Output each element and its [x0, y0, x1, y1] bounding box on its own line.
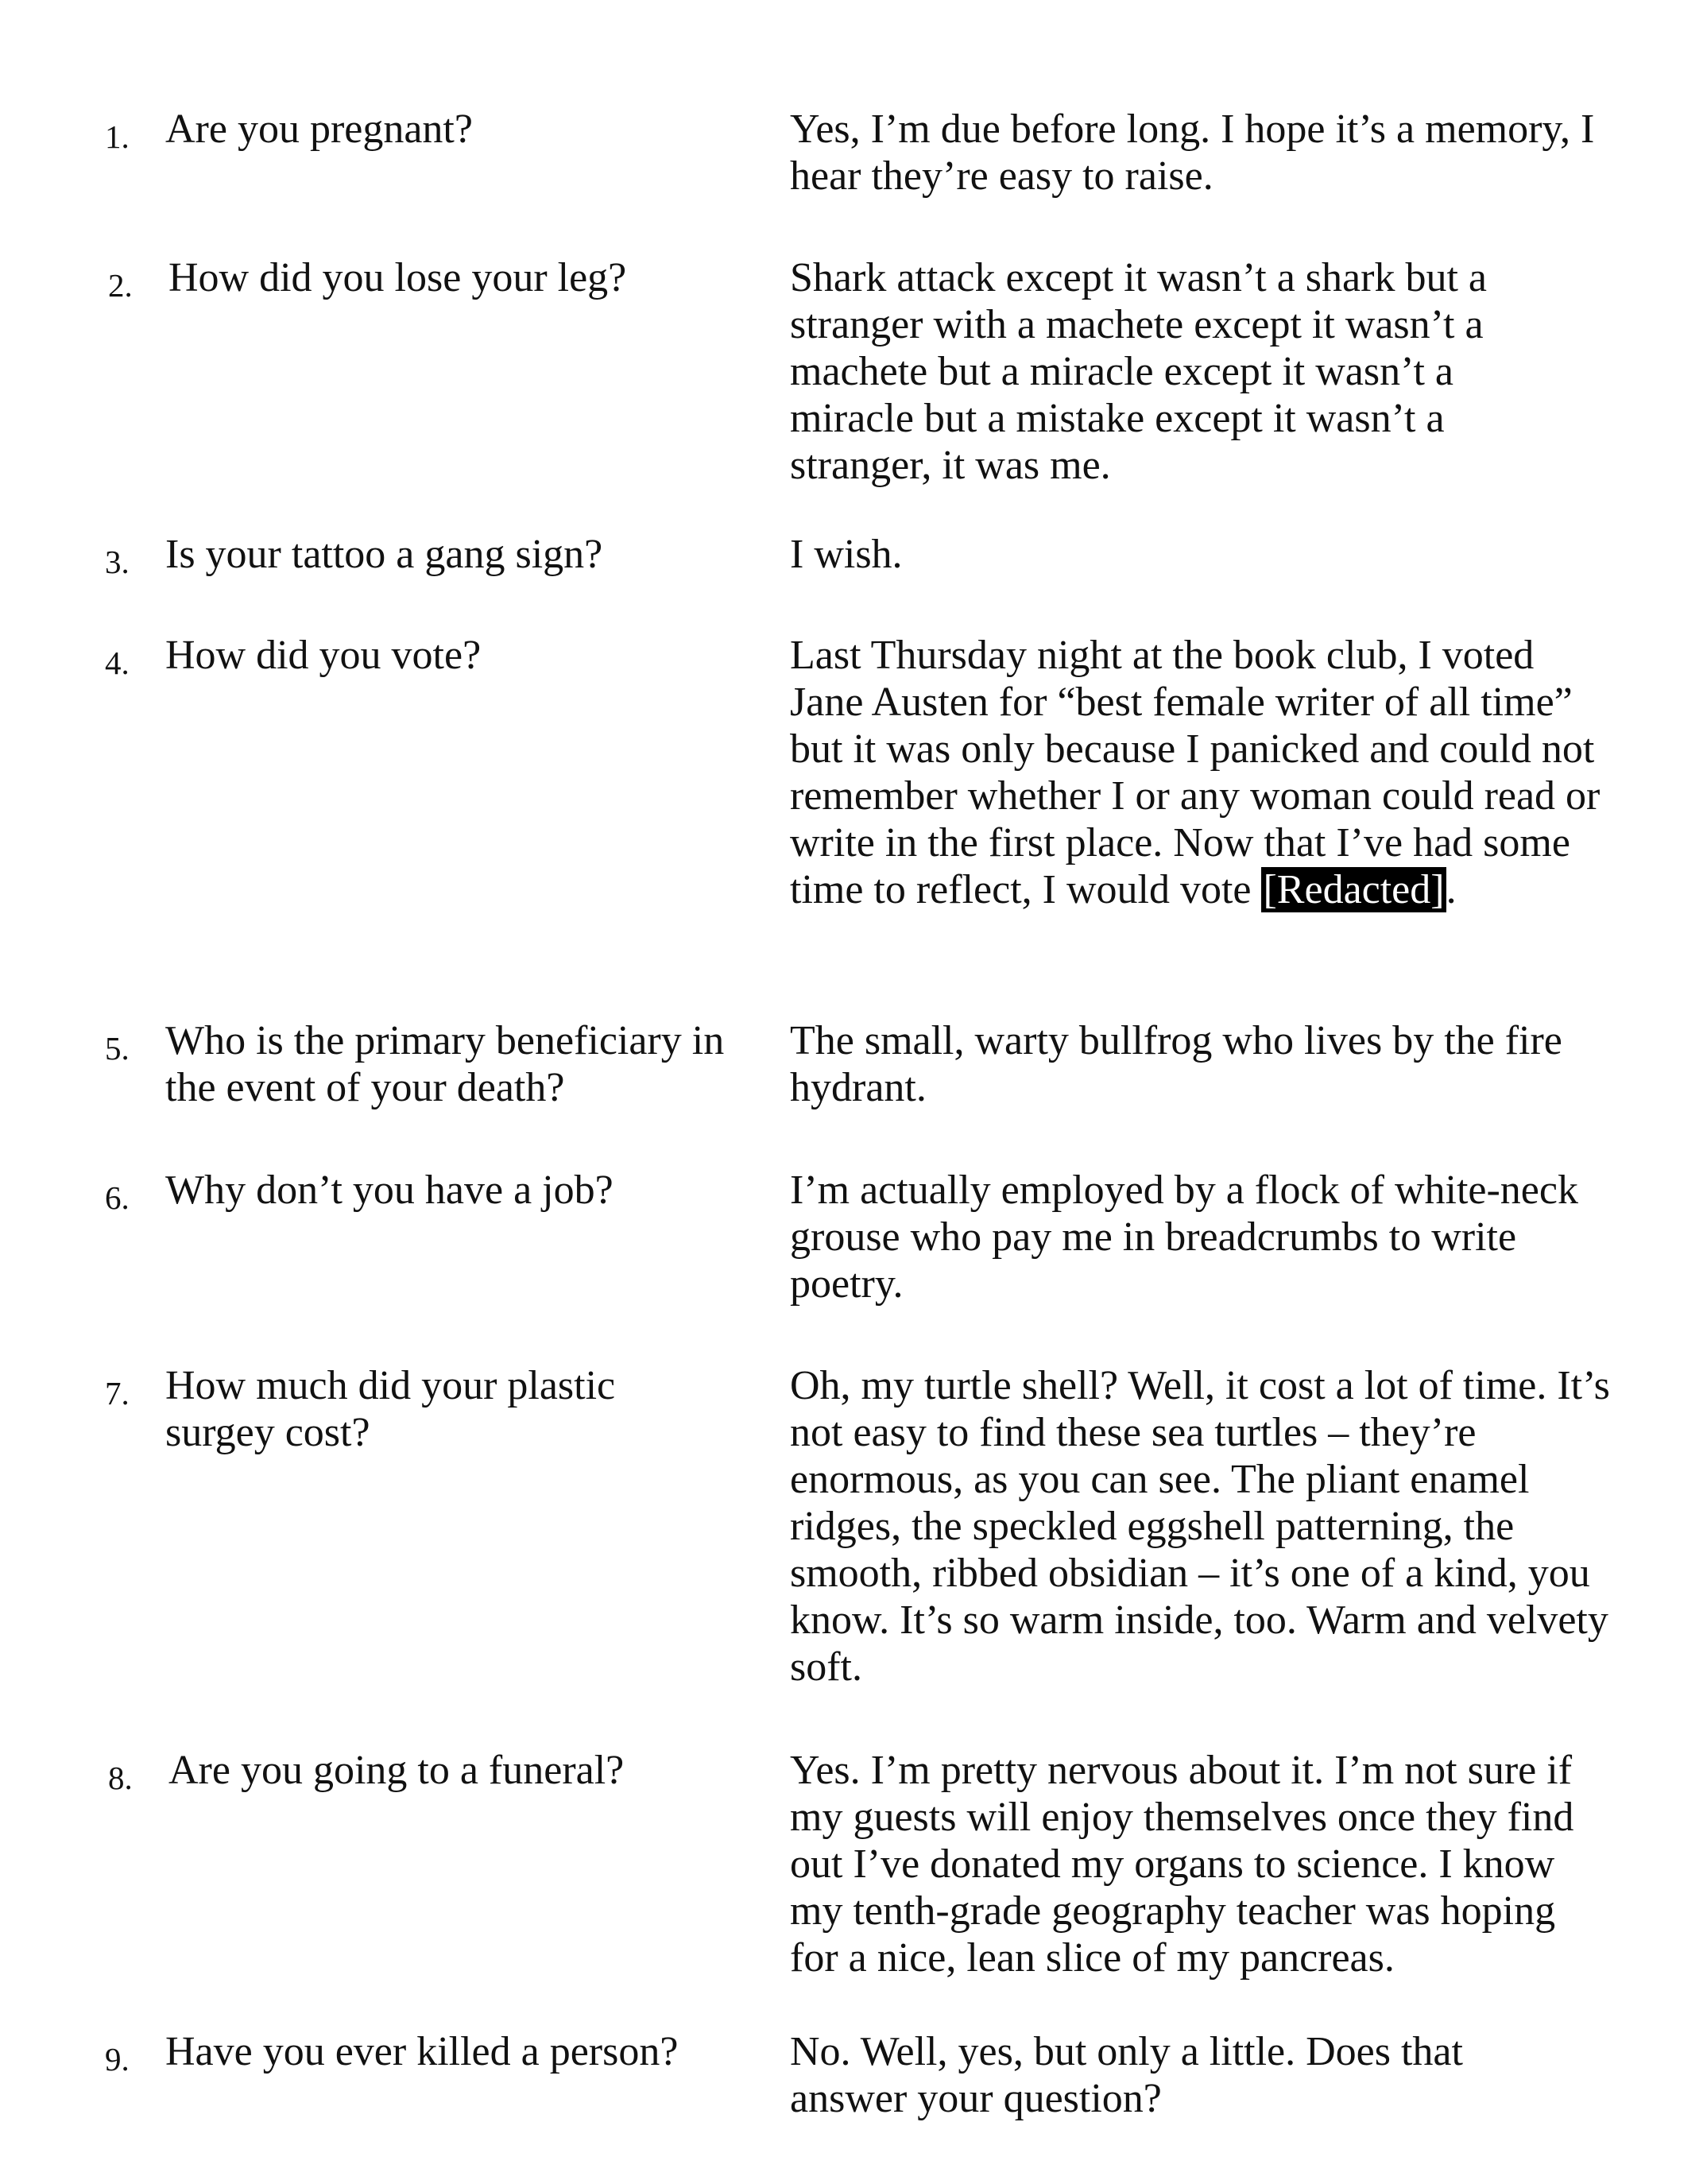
answer [790, 632, 1616, 913]
question: Are you going to a funeral? [168, 1748, 625, 1793]
answer: I’m actually employed by a flock of white-neck grouse who pay me in breadcrumbs to write poetry. [790, 1168, 1578, 1307]
question: Are you pregnant? [165, 106, 473, 152]
item-number: 4. [105, 645, 130, 681]
item-number: 5. [105, 1030, 130, 1067]
question: Is your tattoo a gang sign? [165, 532, 603, 577]
item-number: 6. [105, 1179, 130, 1216]
answer: Yes, I’m due before long. I hope it’s a memory, I hear they’re easy to raise. [790, 106, 1595, 199]
answer: The small, warty bullfrog who lives by the fire hydrant. [790, 1018, 1562, 1110]
question: How much did your plastic surgey cost? [165, 1363, 616, 1455]
redacted-block: [Redacted] [1263, 867, 1445, 912]
item-number: 3. [105, 544, 130, 580]
item-number: 9. [105, 2041, 130, 2078]
item-number: 7. [105, 1375, 130, 1411]
item-number: 2. [108, 267, 133, 304]
answer-end: . [1446, 867, 1457, 912]
answer: Oh, my turtle shell? Well, it cost a lot of time. It’s not easy to find these sea turtles – they’re enormous, as you can see. The pliant enamel ridges, the speckled eggshell patterning, the smooth, ribbed obsidian – it’s one of a kind, you know. It’s so warm inside, too. Warm and velvety soft. [790, 1363, 1610, 1690]
question: How did you lose your leg? [168, 255, 627, 300]
answer: Yes. I’m pretty nervous about it. I’m not sure if my guests will enjoy themselves once they find out I’ve donated my organs to science. I know my tenth-grade geography teacher was hoping for a nice, lean slice of my pancreas. [790, 1748, 1574, 1981]
answer: I wish. [790, 532, 903, 577]
item-number: 1. [105, 118, 130, 155]
answer-text: Last Thursday night at the book club, I voted Jane Austen for “best female writer of all time” but it was only because I panicked and could not remember whether I or any woman could read or write in the first place. Now that I’ve had some time to reflect, I would vote [790, 633, 1601, 912]
item-number: 8. [108, 1760, 133, 1796]
question: Who is the primary beneficiary in the event of your death? [165, 1018, 725, 1110]
question: Have you ever killed a person? [165, 2029, 679, 2074]
question: Why don’t you have a job? [165, 1168, 614, 1213]
question: How did you vote? [165, 633, 482, 678]
answer: Shark attack except it wasn’t a shark but a stranger with a machete except it wasn’t a machete but a miracle except it wasn’t a miracle but a mistake except it wasn’t a stranger, it was me. [790, 255, 1487, 488]
answer: No. Well, yes, but only a little. Does that answer your question? [790, 2029, 1463, 2121]
